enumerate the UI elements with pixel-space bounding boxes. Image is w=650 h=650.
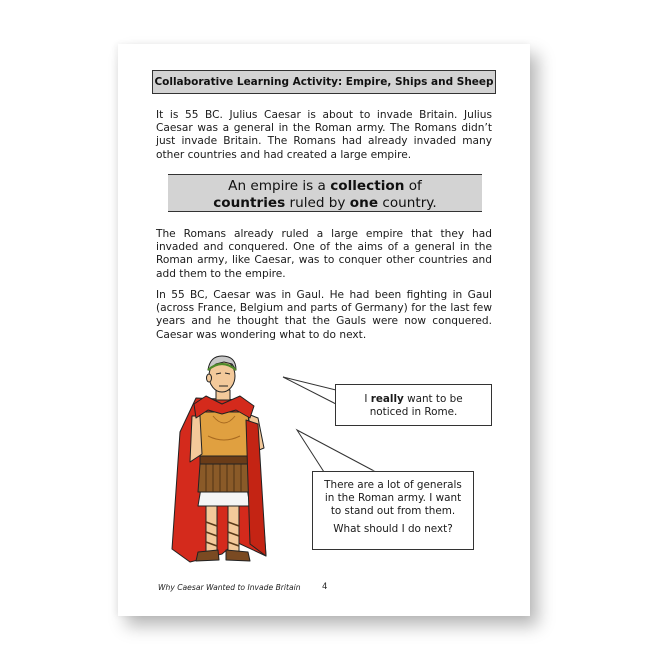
intro-paragraph: It is 55 BC. Julius Caesar is about to invade Britain. Julius Caesar was a general in the Roman army. The Romans didn’t just invade Britain. The Romans had already invaded many other countries and had created a large empire. [156,109,492,161]
bubble2-line3: to stand out from them. [330,505,456,517]
footer-page-number: 4 [322,582,328,592]
bubble1-text: want to be [403,393,463,405]
definition-text: ruled by [285,195,350,211]
paragraph-gaul: In 55 BC, Caesar was in Gaul. He had been fighting in Gaul (across France, Belgium and parts of Germany) for the last few years and he thought that the Gauls were now conquered. Caesar was wondering what to do next. [156,289,492,341]
definition-text: An empire is a [228,178,331,194]
bubble2-line4: What should I do next? [333,523,453,535]
definition-text: of [404,178,422,194]
definition-bold-countries: countries [213,195,286,211]
bubble1-text: I [364,393,371,405]
bubble2-line1: There are a lot of generals [324,479,462,491]
definition-bold-collection: collection [330,178,405,194]
julius-caesar-illustration [118,44,530,616]
bubble2-line2: in the Roman army. I want [324,492,462,504]
definition-text: country. [378,195,437,211]
footer-book-title: Why Caesar Wanted to Invade Britain [158,583,301,592]
document-page [118,44,530,616]
activity-title: Collaborative Learning Activity: Empire, Ships and Sheep [154,76,494,88]
bubble1-bold-really: really [370,393,404,405]
definition-bold-one: one [349,195,379,211]
bubble1-line2: noticed in Rome. [369,406,458,418]
paragraph-roman-empire: The Romans already ruled a large empire that they had invaded and conquered. One of the aims of a general in the Roman army, like Caesar, was to conquer other countries and add them to the empire. [156,228,492,280]
